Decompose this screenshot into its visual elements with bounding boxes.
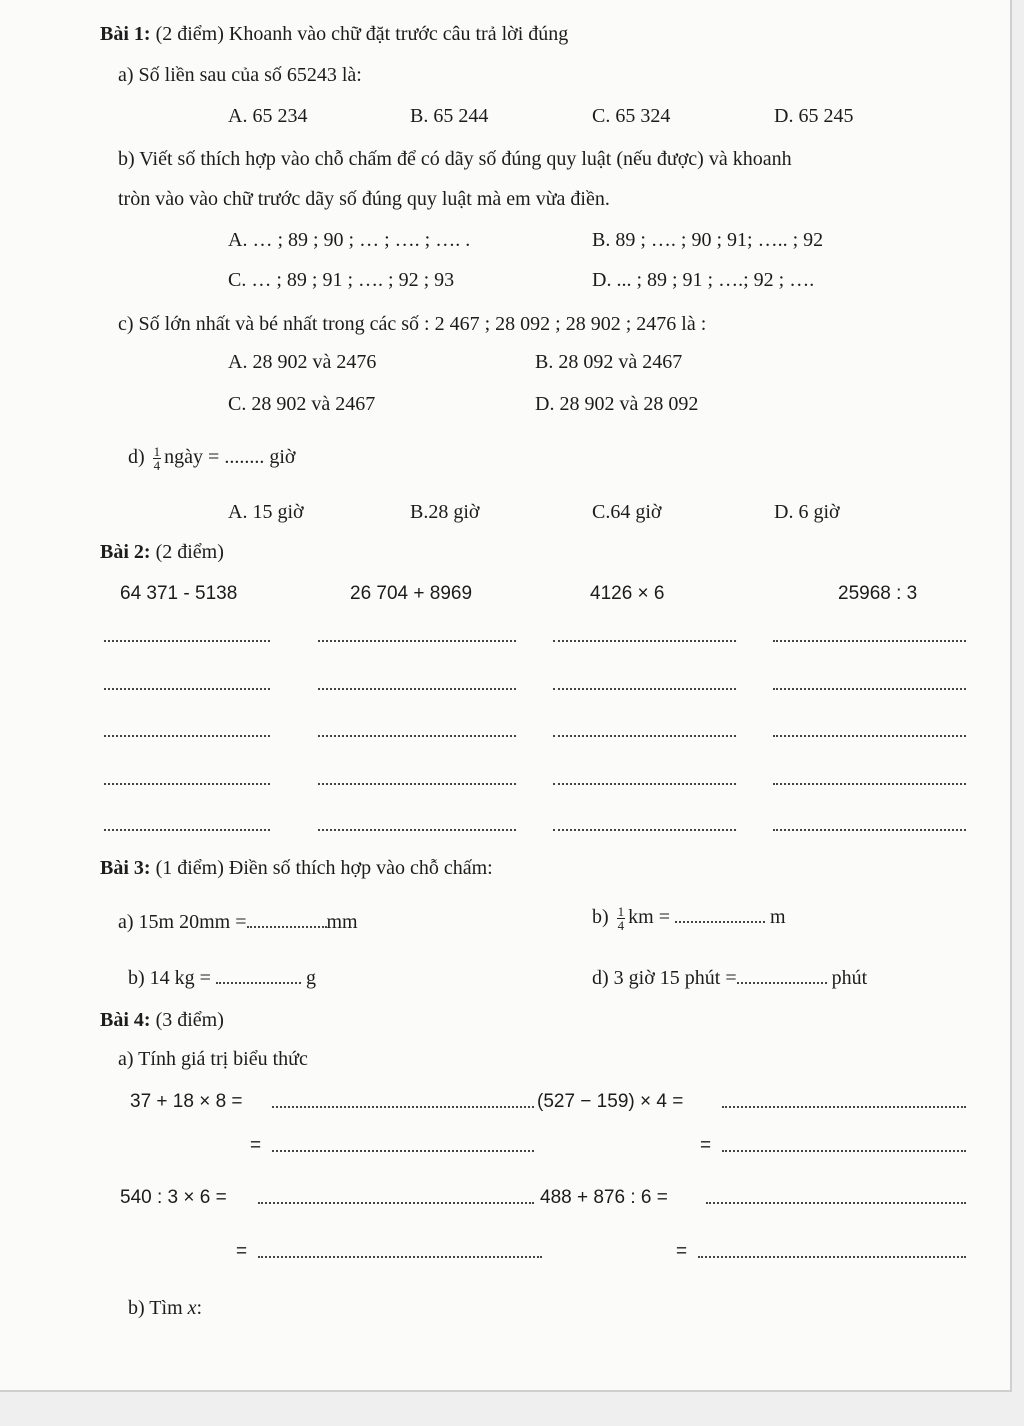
bai4-expr3-answer-line[interactable] <box>258 1202 534 1204</box>
bai3-c-unit: g <box>305 967 316 989</box>
bai1-b-option-c: C. … ; 89 ; 91 ; …. ; 92 ; 93 <box>228 269 455 291</box>
bai1-d-question <box>128 445 295 472</box>
bai3-c-text: b) 14 kg = <box>128 967 211 989</box>
bai4-expr4: 488 + 876 : 6 = <box>540 1187 668 1208</box>
bai1-heading <box>100 22 568 46</box>
bai2-answer-line[interactable] <box>318 640 516 642</box>
bai4-expr4-answer-line[interactable] <box>706 1202 966 1204</box>
bai4-expr3: 540 : 3 × 6 = <box>120 1187 227 1208</box>
bai4-expr1-answer-line[interactable] <box>272 1106 534 1108</box>
bai2-heading <box>100 540 224 564</box>
bai3-b-fraction <box>617 905 626 932</box>
bai2-answer-line[interactable] <box>553 735 736 737</box>
bai4-b <box>128 1296 202 1320</box>
bai2-answer-line[interactable] <box>104 783 270 785</box>
bai3-heading <box>100 856 493 880</box>
bai1-a-option-b: B. 65 244 <box>410 105 489 127</box>
bai1-c-option-d: D. 28 902 và 28 092 <box>535 393 699 415</box>
bai4-title: Bài 4: <box>100 1009 151 1031</box>
bai1-d-option-d: D. 6 giờ <box>774 501 840 523</box>
bai4-points: (3 điểm) <box>155 1009 224 1031</box>
bai1-b-option-d: D. ... ; 89 ; 91 ; ….; 92 ; …. <box>592 269 815 291</box>
bai4-expr1-eq: = <box>250 1135 262 1156</box>
bai3-title: Bài 3: <box>100 857 151 879</box>
bai3-b <box>592 905 786 932</box>
bai1-a-option-c: C. 65 324 <box>592 105 671 127</box>
bai3-b-blank[interactable] <box>675 909 765 923</box>
bai4-expr2: (527 − 159) × 4 = <box>537 1091 684 1112</box>
bai4-b-colon: : <box>196 1297 203 1319</box>
bai1-d-fraction <box>153 445 162 472</box>
bai2-answer-line[interactable] <box>104 688 270 690</box>
bai3-d <box>592 966 867 990</box>
bai2-title: Bài 2: <box>100 541 151 563</box>
bai1-b-option-b: B. 89 ; …. ; 90 ; 91; ….. ; 92 <box>592 229 824 251</box>
bai4-expr3-eq: = <box>236 1241 248 1262</box>
bai2-points: (2 điểm) <box>155 541 224 563</box>
bai2-answer-line[interactable] <box>318 735 516 737</box>
bai2-answer-line[interactable] <box>318 829 516 831</box>
bai4-b-title: b) Tìm <box>128 1297 183 1319</box>
bai4-expr1: 37 + 18 × 8 = <box>130 1091 243 1112</box>
bai1-c-question: c) Số lớn nhất và bé nhất trong các số : 2 467 ; 28 092 ; 28 902 ; 2476 là : <box>118 313 707 335</box>
bai2-answer-line[interactable] <box>553 688 736 690</box>
bai4-expr2-answer-line-2[interactable] <box>722 1150 966 1152</box>
bai2-answer-line[interactable] <box>104 735 270 737</box>
bai1-a-option-d: D. 65 245 <box>774 105 854 127</box>
bai4-expr4-answer-line-2[interactable] <box>698 1256 966 1258</box>
bai2-answer-line[interactable] <box>553 829 736 831</box>
bai4-expr4-eq: = <box>676 1241 688 1262</box>
bai3-d-blank[interactable] <box>737 970 827 984</box>
bai2-answer-line[interactable] <box>104 640 270 642</box>
bai4-heading <box>100 1008 224 1032</box>
bai3-points: (1 điểm) Điền số thích hợp vào chỗ chấm: <box>155 857 493 879</box>
bai3-d-text: d) 3 giờ 15 phút = <box>592 967 737 989</box>
bai1-title: Bài 1: <box>100 23 151 45</box>
bai1-c-option-a: A. 28 902 và 2476 <box>228 351 377 373</box>
bai3-a <box>118 910 358 934</box>
bai3-b-frac-den: 4 <box>617 918 625 933</box>
bai2-answer-line[interactable] <box>318 783 516 785</box>
bai3-c-blank[interactable] <box>216 970 301 984</box>
bai4-expr2-answer-line[interactable] <box>722 1106 966 1108</box>
bai1-a-option-a: A. 65 234 <box>228 105 308 127</box>
bai1-d-option-c: C.64 giờ <box>592 501 662 523</box>
bai2-answer-line[interactable] <box>553 640 736 642</box>
bai1-d-label: d) <box>128 446 145 469</box>
bai2-op-1: 64 371 - 5138 <box>120 583 238 604</box>
bai1-d-text: ngày = ........ giờ <box>164 446 296 469</box>
bai2-answer-line[interactable] <box>104 829 270 831</box>
bai2-op-3: 4126 × 6 <box>590 583 665 604</box>
bai2-answer-line[interactable] <box>318 688 516 690</box>
bai2-answer-line[interactable] <box>773 829 966 831</box>
bai2-answer-line[interactable] <box>553 783 736 785</box>
bai4-a-title: a) Tính giá trị biểu thức <box>118 1048 308 1070</box>
bai3-d-unit: phút <box>831 967 868 989</box>
bai2-answer-line[interactable] <box>773 735 966 737</box>
bai4-expr1-answer-line-2[interactable] <box>272 1150 534 1152</box>
bai1-c-option-b: B. 28 092 và 2467 <box>535 351 683 373</box>
bai3-a-text: a) 15m 20mm = <box>118 911 247 933</box>
bai1-points: (2 điểm) Khoanh vào chữ đặt trước câu trả lời đúng <box>155 23 569 45</box>
bai3-b-unit: m <box>770 906 786 929</box>
bai2-answer-line[interactable] <box>773 640 966 642</box>
bai1-d-option-a: A. 15 giờ <box>228 501 304 523</box>
bai2-op-2: 26 704 + 8969 <box>350 583 473 604</box>
variable-x: x <box>187 1297 197 1319</box>
bai1-a-question: a) Số liền sau của số 65243 là: <box>118 64 362 86</box>
bai3-b-label: b) <box>592 906 609 929</box>
bai4-expr3-answer-line-2[interactable] <box>258 1256 542 1258</box>
bai1-d-option-b: B.28 giờ <box>410 501 480 523</box>
bai1-b-question-line2: tròn vào vào chữ trước dãy số đúng quy luật mà em vừa điền. <box>118 188 610 210</box>
bai3-a-unit: mm <box>326 911 358 933</box>
bai2-answer-line[interactable] <box>773 783 966 785</box>
bai4-expr2-eq: = <box>700 1135 712 1156</box>
bai2-answer-line[interactable] <box>773 688 966 690</box>
bai1-b-option-a: A. … ; 89 ; 90 ; … ; …. ; …. . <box>228 229 471 251</box>
bai3-b-frac-num: 1 <box>617 904 625 919</box>
bai1-c-option-c: C. 28 902 và 2467 <box>228 393 376 415</box>
bai3-a-blank[interactable] <box>247 914 327 928</box>
bai2-op-4: 25968 : 3 <box>838 583 918 604</box>
bai3-b-text: km = <box>628 906 671 929</box>
bai1-d-frac-den: 4 <box>153 458 161 473</box>
bai1-d-frac-num: 1 <box>153 444 161 459</box>
bai3-c <box>128 966 316 990</box>
bai1-b-question-line1: b) Viết số thích hợp vào chỗ chấm để có dãy số đúng quy luật (nếu được) và khoanh <box>118 148 792 170</box>
